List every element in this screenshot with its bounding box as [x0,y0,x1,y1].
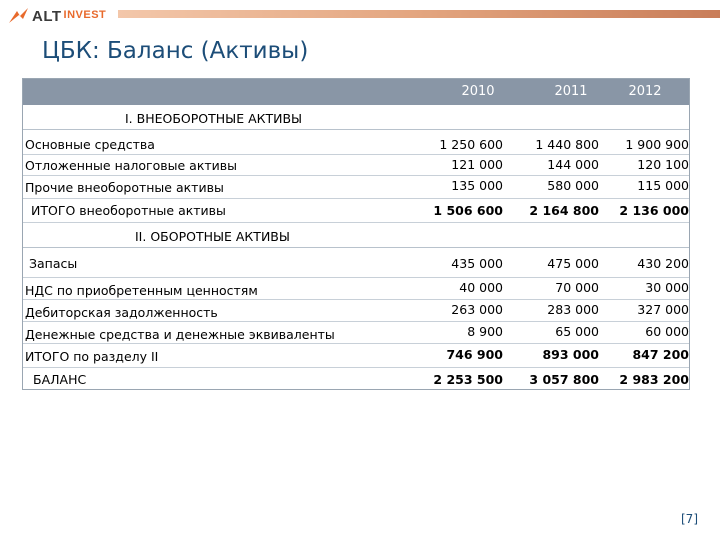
logo-text: ALT $^{INVEST}$ [32,7,107,25]
cell-2012: 115 000 [637,178,689,193]
section-divider [23,129,689,130]
cell-2010: 8 900 [467,324,503,339]
cell-2010: 121 000 [451,157,503,172]
table-row [23,134,689,155]
cell-2010: 135 000 [451,178,503,193]
table-row-total [23,199,689,223]
cell-2011: 2 164 800 [529,203,599,218]
table-row [23,155,689,176]
cell-2010: 263 000 [451,302,503,317]
cell-2012: 2 983 200 [619,372,689,387]
cell-2012: 2 136 000 [619,203,689,218]
cell-2010: 435 000 [451,256,503,271]
cell-2012: 327 000 [637,302,689,317]
cell-2011: 144 000 [547,157,599,172]
row-label: Денежные средства и денежные эквиваленты [25,327,335,342]
row-label: БАЛАНС [33,372,87,387]
cell-2011: 1 440 800 [535,137,599,152]
section-divider [23,247,689,248]
row-label: ИТОГО по разделу II [25,349,159,364]
header-stripe [118,10,720,18]
cell-2010: 40 000 [459,280,503,295]
cell-2010: 746 900 [446,347,503,362]
table-header [23,79,689,105]
row-label: Отложенные налоговые активы [25,158,238,173]
table-row-balance [23,368,689,390]
cell-2011: 475 000 [547,256,599,271]
balance-table [22,78,690,390]
cell-2010: 1 250 600 [439,137,503,152]
cell-2011: 3 057 800 [529,372,599,387]
table-row-total [23,344,689,368]
row-label: Дебиторская задолженность [25,305,218,320]
cell-2012: 1 900 900 [625,137,689,152]
table-row [23,251,689,278]
row-label: Прочие внеоборотные активы [25,180,224,195]
cell-2012: 430 200 [637,256,689,271]
year-header-2011: 2011 [554,84,588,99]
cell-2011: 283 000 [547,302,599,317]
cell-2011: 65 000 [555,324,599,339]
row-label: ИТОГО внеоборотные активы [31,203,226,218]
table-row [23,176,689,199]
cell-2011: 580 000 [547,178,599,193]
cell-2012: 60 000 [645,324,689,339]
cell-2010: 2 253 500 [433,372,503,387]
cell-2012: 847 200 [632,347,689,362]
table-row [23,278,689,300]
row-label: Запасы [29,256,78,271]
logo-bird-icon [8,7,30,25]
cell-2012: 30 000 [645,280,689,295]
cell-2012: 120 100 [637,157,689,172]
year-header-2010: 2010 [461,84,495,99]
cell-2010: 1 506 600 [433,203,503,218]
year-header-2012: 2012 [628,84,662,99]
section-title-noncurrent: I. ВНЕОБОРОТНЫЕ АКТИВЫ [125,111,303,126]
page-number: [7] [681,512,698,526]
row-label: НДС по приобретенным ценностям [25,283,258,298]
section-title-current: II. ОБОРОТНЫЕ АКТИВЫ [135,229,290,244]
table-row [23,322,689,344]
page-title: ЦБК: Баланс (Активы) [42,38,309,64]
cell-2011: 893 000 [542,347,599,362]
table-row [23,300,689,322]
row-label: Основные средства [25,137,155,152]
cell-2011: 70 000 [555,280,599,295]
alt-invest-logo [8,6,106,26]
